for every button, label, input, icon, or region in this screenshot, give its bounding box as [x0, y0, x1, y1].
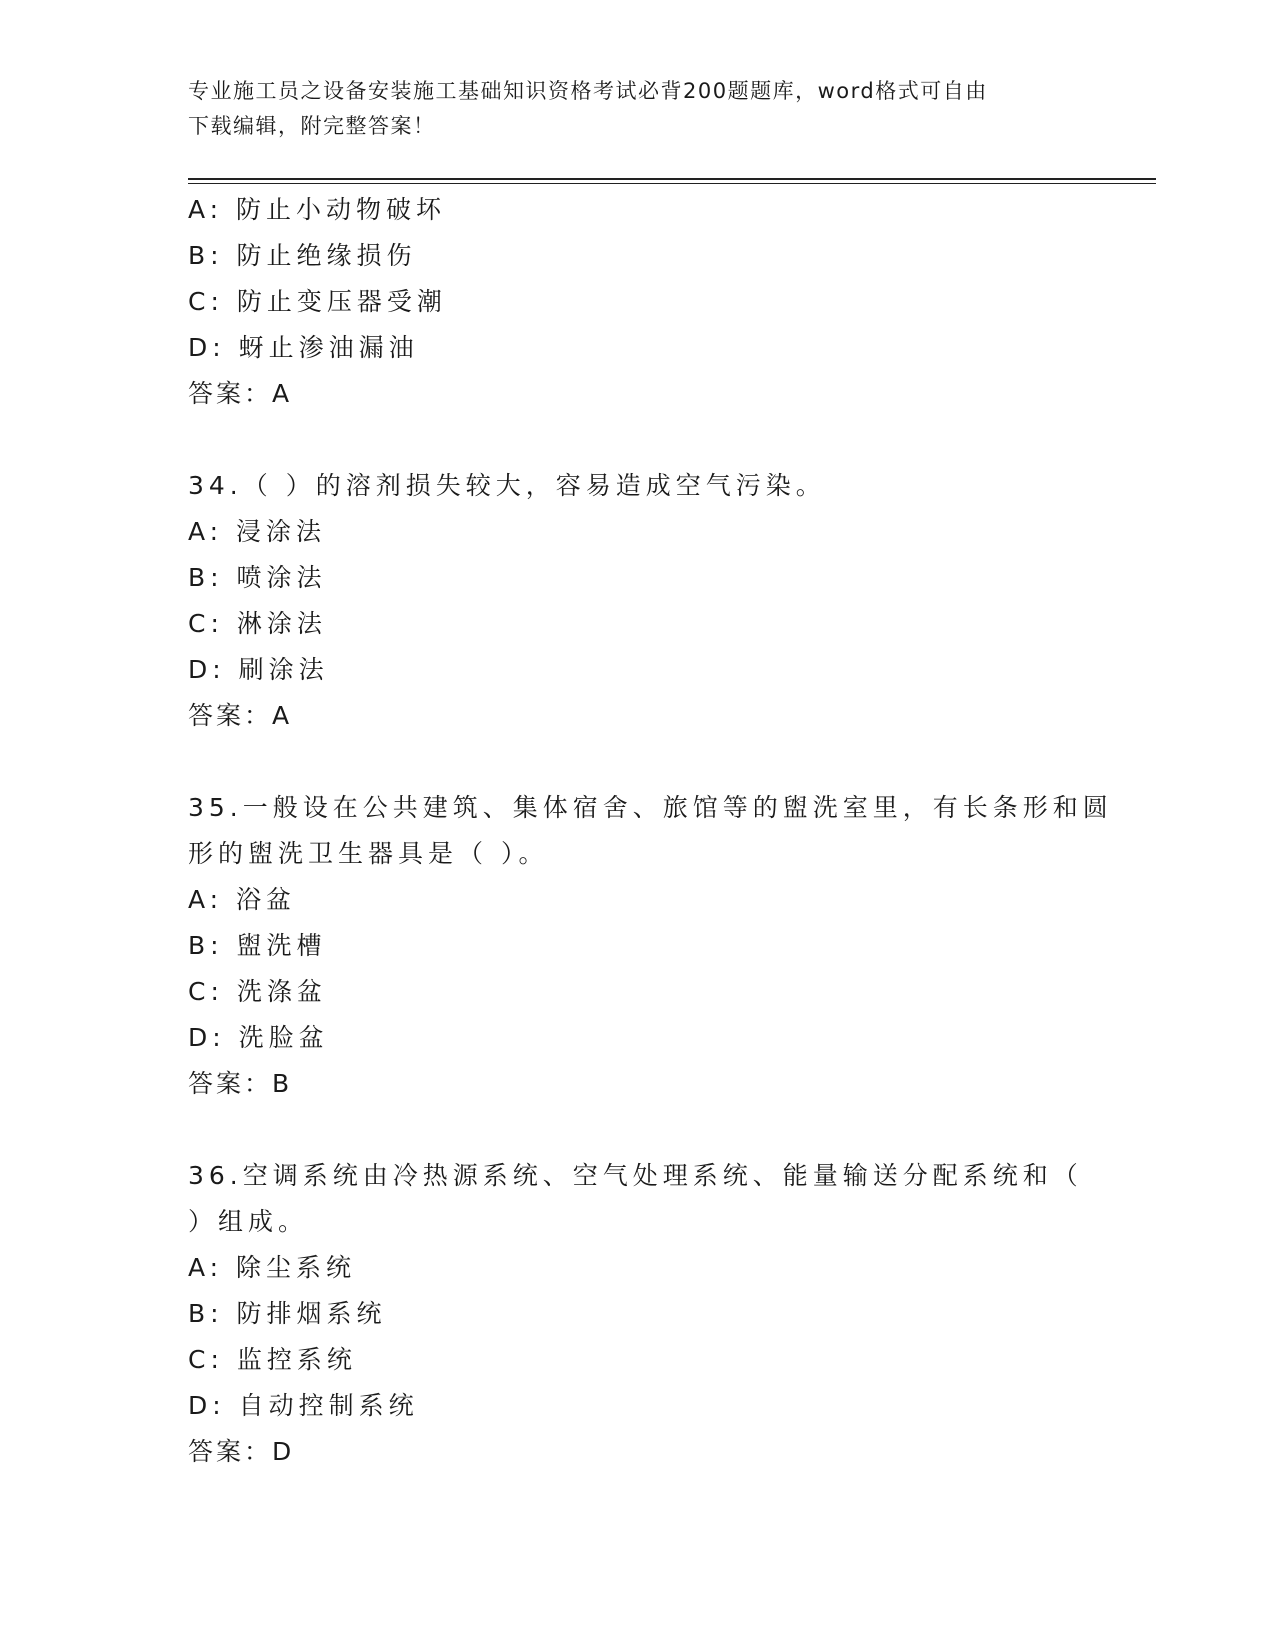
document-header: [188, 74, 1068, 144]
header-divider-thick: [188, 178, 1156, 180]
option-c: C: 洗涤盆: [188, 977, 327, 1006]
option-b: B: 盥洗槽: [188, 931, 327, 960]
option-b: B: 喷涂法: [188, 563, 327, 592]
option-d: D: 刷涂法: [188, 655, 329, 684]
option-c: C: 防止变压器受潮: [188, 287, 447, 316]
option-a: A: 浸涂法: [188, 517, 327, 546]
question-spacer: [188, 1107, 1088, 1153]
option-d: D: 洗脸盆: [188, 1023, 329, 1052]
answer-line: 答案：D: [188, 1437, 295, 1466]
answer-line: 答案：A: [188, 701, 293, 730]
option-b: B: 防止绝缘损伤: [188, 241, 417, 270]
question-spacer: [188, 417, 1088, 463]
question-stem-line-1: 35.一般设在公共建筑、集体宿舍、旅馆等的盥洗室里，有长条形和圆: [188, 793, 1113, 822]
question-content: [188, 187, 1113, 1475]
option-c: C: 淋涂法: [188, 609, 327, 638]
option-d: D: 自动控制系统: [188, 1391, 419, 1420]
question-spacer: [188, 739, 1088, 785]
option-b: B: 防排烟系统: [188, 1299, 387, 1328]
option-c: C: 监控系统: [188, 1345, 357, 1374]
header-divider-thin: [188, 183, 1156, 184]
question-36: [188, 1153, 1088, 1475]
header-title-line-2: 下载编辑，附完整答案！: [188, 114, 436, 138]
answer-line: 答案：B: [188, 1069, 293, 1098]
question-stem-line-2: ）组成。: [188, 1207, 309, 1236]
option-a: A: 浴盆: [188, 885, 297, 914]
question-33: [188, 187, 1088, 417]
question-stem-line-2: 形的盥洗卫生器具是（ ）。: [188, 839, 549, 868]
option-a: A: 防止小动物破坏: [188, 195, 447, 224]
question-stem: 34.（ ）的溶剂损失较大，容易造成空气污染。: [188, 471, 826, 500]
option-d: D: 蚜止渗油漏油: [188, 333, 419, 362]
question-35: [188, 785, 1113, 1107]
question-stem-line-1: 36.空调系统由冷热源系统、空气处理系统、能量输送分配系统和（: [188, 1161, 1083, 1190]
answer-line: 答案：A: [188, 379, 293, 408]
question-34: [188, 463, 1088, 739]
option-a: A: 除尘系统: [188, 1253, 357, 1282]
header-title-line-1: 专业施工员之设备安装施工基础知识资格考试必背200题题库，word格式可自由: [188, 79, 988, 103]
